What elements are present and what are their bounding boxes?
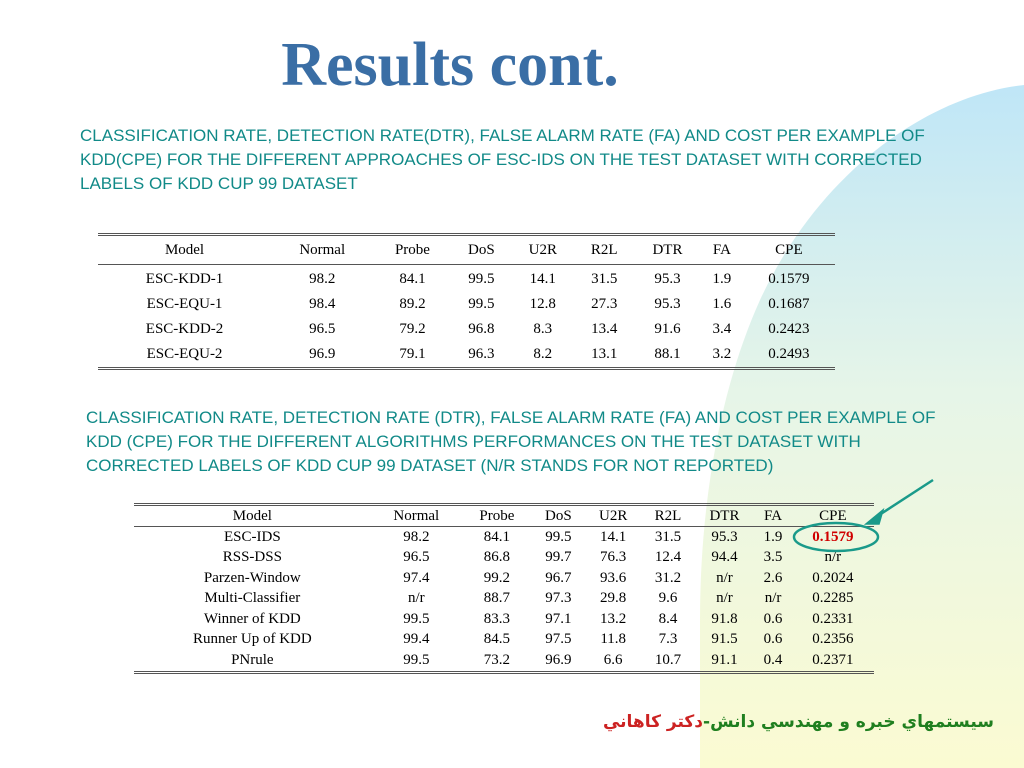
table-cell: Runner Up of KDD <box>192 631 312 648</box>
table-cell: ESC-KDD-2 <box>145 321 224 337</box>
header-cell: DoS <box>532 505 585 527</box>
table-cell: 10.7 <box>641 650 694 672</box>
table-cell: 0.2371 <box>792 650 874 672</box>
table-row <box>98 317 835 342</box>
table-row <box>134 527 874 548</box>
table-cell: RSS-DSS <box>222 549 282 566</box>
table1-caption: CLASSIFICATION RATE, DETECTION RATE(DTR), FALSE ALARM RATE (FA) AND COST PER EXAMPLE OF KDD(CPE) FOR THE DIFFERENT APPROACHES OF ESC-IDS ON THE TEST DATASET WITH CORRECTED LABELS OF KDD CUP 99 DATASET <box>80 126 925 193</box>
table-cell: n/r <box>764 590 782 607</box>
table-cell: 9.6 <box>658 590 678 607</box>
header-cell: CPE <box>792 505 874 527</box>
table-cell: 98.2 <box>403 528 430 545</box>
table-cell: 86.8 <box>483 549 510 566</box>
table-cell: 84.1 <box>483 528 510 545</box>
table-cell: 0.6 <box>763 631 783 648</box>
footer-author: دكتر كاهاني <box>602 712 704 732</box>
header-cell: Normal <box>371 505 462 527</box>
table-cell: 91.6 <box>654 321 681 337</box>
table-row <box>134 630 874 651</box>
table-cell: 83.3 <box>483 610 510 627</box>
header-cell: U2R <box>511 235 574 265</box>
table-row <box>134 589 874 610</box>
table-cell: 12.4 <box>654 549 682 566</box>
table-cell: 91.1 <box>695 650 755 672</box>
table-cell: 84.5 <box>483 631 510 648</box>
table-cell: PNrule <box>134 650 371 672</box>
table-cell: 31.5 <box>591 271 618 287</box>
table-cell: 95.3 <box>711 528 738 545</box>
header-cell: FA <box>701 235 743 265</box>
table-cell: 88.7 <box>483 590 510 607</box>
header-cell: R2L <box>641 505 694 527</box>
table-cell: 0.2356 <box>812 631 854 648</box>
table-cell: 13.4 <box>591 321 618 337</box>
table-row <box>98 265 835 293</box>
table-row <box>98 292 835 317</box>
header-cell: R2L <box>574 235 634 265</box>
table-cell: 96.7 <box>545 569 572 586</box>
header-cell: FA <box>754 505 791 527</box>
table-cell: 97.3 <box>545 590 572 607</box>
table-cell: n/r <box>716 569 733 586</box>
table-cell: 0.2285 <box>812 590 854 607</box>
table-cell: 96.3 <box>452 342 512 369</box>
header-cell: DTR <box>634 235 701 265</box>
table-cell: ESC-KDD-1 <box>145 271 224 287</box>
table-cell: 96.5 <box>309 321 336 337</box>
table2-caption: CLASSIFICATION RATE, DETECTION RATE (DTR), FALSE ALARM RATE (FA) AND COST PER EXAMPLE OF KDD (CPE) FOR THE DIFFERENT ALGORITHMS PERFORMANCES ON THE TEST DATASET WITH CORRECTED LABELS OF KDD CUP 99 DATASET (N/R STANDS FOR NOT REPORTED) <box>86 408 936 475</box>
algorithm-comparison-table <box>134 503 874 674</box>
table-header-row <box>134 505 874 527</box>
table-cell: 8.4 <box>658 610 678 627</box>
table-cell: n/r <box>407 590 425 607</box>
table-cell: 99.4 <box>403 631 430 648</box>
table-cell: 0.1687 <box>768 296 810 312</box>
table-cell: 97.4 <box>403 569 430 586</box>
table-cell: n/r <box>824 549 842 566</box>
header-cell: DoS <box>452 235 512 265</box>
table-cell: 88.1 <box>634 342 701 369</box>
table-cell: 96.9 <box>532 650 585 672</box>
table-cell: 7.3 <box>658 631 678 648</box>
table-cell: 13.1 <box>574 342 634 369</box>
header-cell: Probe <box>462 505 532 527</box>
table-cell: ESC-IDS <box>223 528 281 545</box>
table-cell: 12.8 <box>529 296 556 312</box>
table-cell: 99.7 <box>545 549 572 566</box>
table-cell: 84.1 <box>399 271 426 287</box>
table-cell: 0.2493 <box>743 342 835 369</box>
table-cell: 95.3 <box>654 296 681 312</box>
table-cell: 89.2 <box>399 296 426 312</box>
table-cell: 79.1 <box>373 342 451 369</box>
table-row <box>98 342 835 369</box>
table-cell: n/r <box>716 590 733 607</box>
table-cell: 0.1579 <box>768 271 810 287</box>
table-row <box>134 609 874 630</box>
table-cell: 99.5 <box>545 528 572 545</box>
header-cell: Model <box>134 505 371 527</box>
table-cell: 14.1 <box>600 528 627 545</box>
table-row <box>134 568 874 589</box>
table-cell: 79.2 <box>399 321 426 337</box>
table-row <box>134 548 874 569</box>
table-cell: Multi-Classifier <box>204 590 301 607</box>
table-cell: ESC-EQU-1 <box>146 296 223 312</box>
header-cell: Model <box>98 235 271 265</box>
table-cell: 99.5 <box>468 271 495 287</box>
table-cell: 76.3 <box>600 549 627 566</box>
table-cell: 91.5 <box>711 631 738 648</box>
table-cell: ESC-EQU-2 <box>98 342 271 369</box>
table-cell: 27.3 <box>591 296 618 312</box>
table-cell: 94.4 <box>711 549 738 566</box>
table-cell: 96.5 <box>403 549 430 566</box>
table-cell: 97.1 <box>545 610 572 627</box>
table-cell: 95.3 <box>654 271 681 287</box>
table-cell: 3.5 <box>763 549 783 566</box>
table-cell: 99.2 <box>483 569 510 586</box>
table-cell: 13.2 <box>600 610 627 627</box>
table-cell: 73.2 <box>462 650 532 672</box>
table-cell: 98.4 <box>309 296 336 312</box>
table-cell: 99.5 <box>371 650 462 672</box>
table-cell: 8.2 <box>511 342 574 369</box>
table-row <box>134 650 874 672</box>
table-cell: 1.9 <box>763 528 783 545</box>
footer-course: سيستمهاي خبره و مهندسي دانش- <box>703 712 994 732</box>
header-cell: CPE <box>743 235 835 265</box>
table-cell: 3.4 <box>712 321 732 337</box>
table-cell: 2.6 <box>763 569 783 586</box>
header-cell: Normal <box>271 235 373 265</box>
highlighted-cpe-cell: 0.1579 <box>812 528 854 545</box>
esc-ids-approaches-table <box>98 233 835 370</box>
table-cell: 14.1 <box>529 271 556 287</box>
header-cell: U2R <box>585 505 641 527</box>
table-cell: 98.2 <box>309 271 336 287</box>
table-cell: 6.6 <box>585 650 641 672</box>
table-cell: Winner of KDD <box>203 610 301 627</box>
table-cell: 93.6 <box>600 569 627 586</box>
table-cell: 0.2331 <box>812 610 854 627</box>
table-cell: 99.5 <box>403 610 430 627</box>
table-cell: 0.4 <box>754 650 791 672</box>
table-cell: 96.9 <box>271 342 373 369</box>
table-cell: 31.2 <box>654 569 682 586</box>
table-cell: 8.3 <box>533 321 553 337</box>
table-cell: 29.8 <box>600 590 627 607</box>
header-cell: Probe <box>373 235 451 265</box>
header-cell: DTR <box>695 505 755 527</box>
table-header-row <box>98 235 835 265</box>
table-cell: 0.2024 <box>812 569 854 586</box>
table-cell: 96.8 <box>468 321 495 337</box>
table-cell: 99.5 <box>468 296 495 312</box>
table-cell: 0.6 <box>763 610 783 627</box>
table-cell: 11.8 <box>600 631 627 648</box>
table-cell: 3.2 <box>701 342 743 369</box>
table-cell: 1.9 <box>712 271 732 287</box>
table-cell: 31.5 <box>654 528 682 545</box>
footer-credit <box>603 712 994 732</box>
table-cell: 0.2423 <box>768 321 810 337</box>
table-cell: 1.6 <box>712 296 732 312</box>
table-cell: 97.5 <box>545 631 572 648</box>
table-cell: 91.8 <box>711 610 738 627</box>
slide-title: Results cont. <box>281 31 619 99</box>
table-cell: Parzen-Window <box>203 569 301 586</box>
